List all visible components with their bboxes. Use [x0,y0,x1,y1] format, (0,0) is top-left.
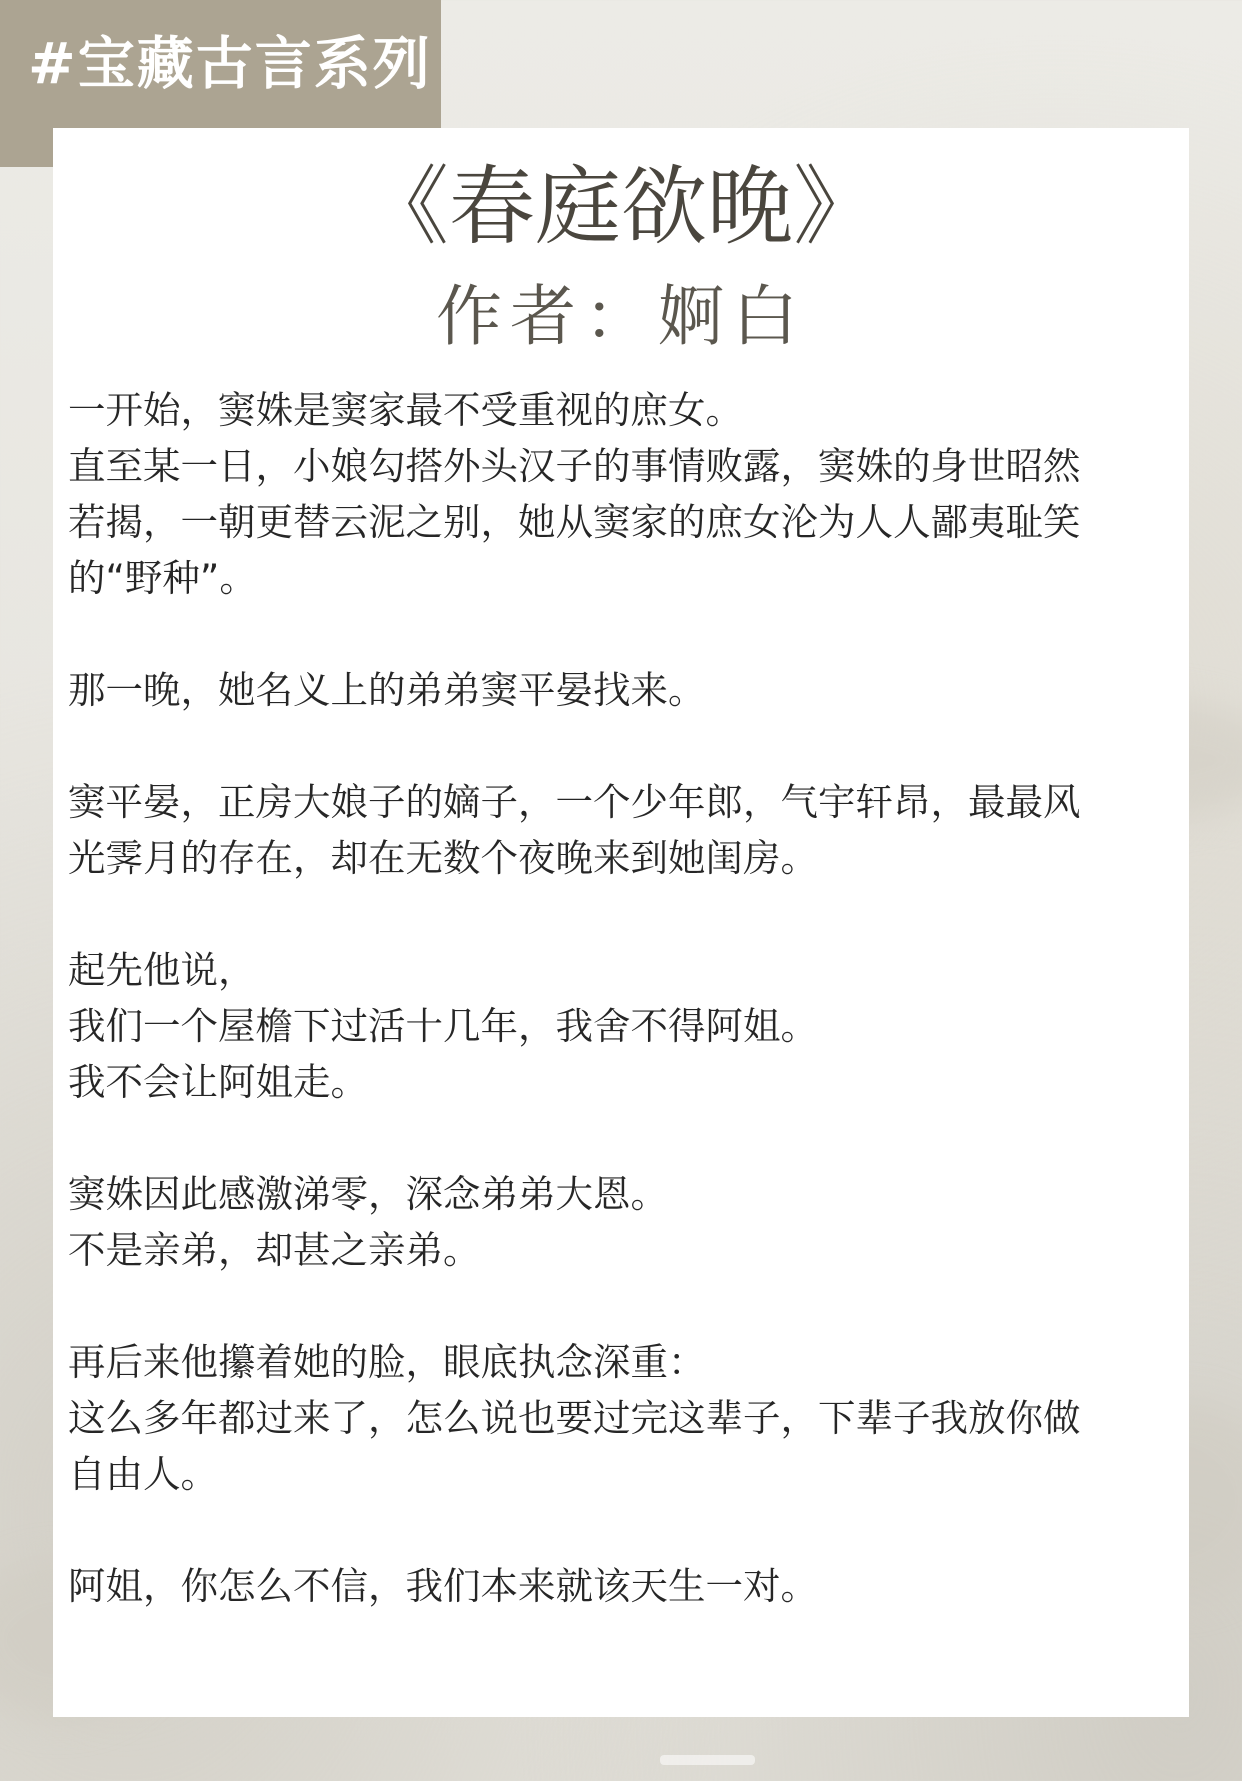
text-line: 一开始，窦姝是窦家最不受重视的庶女。 [68,388,743,432]
paragraph [68,942,1178,1110]
text-line: 再后来他攥着她的脸，眼底执念深重： [68,1340,706,1384]
text-line: 直至某一日，小娘勾搭外头汉子的事情败露，窦姝的身世昭然 [68,444,1081,488]
text-line: 的“野种”。 [68,556,257,600]
text-line: 我们一个屋檐下过活十几年，我舍不得阿姐。 [68,1004,818,1048]
content-card [53,128,1189,1717]
paragraph [68,662,1178,718]
text-line: 窦平晏，正房大娘子的嫡子，一个少年郎，气宇轩昂，最最风 [68,780,1081,824]
text-line: 阿姐，你怎么不信，我们本来就该天生一对。 [68,1564,818,1608]
text-line: 不是亲弟，却甚之亲弟。 [68,1228,481,1272]
text-line: 我不会让阿姐走。 [68,1060,368,1104]
author-line: 作者：婀白 [436,278,806,355]
paragraph [68,1334,1178,1502]
book-title: 《春庭欲晚》 [363,157,879,257]
paragraph [68,382,1178,606]
watermark-smudge [660,1755,755,1765]
text-line: 若揭，一朝更替云泥之别，她从窦家的庶女沦为人人鄙夷耻笑 [68,500,1081,544]
text-line: 自由人。 [68,1452,218,1496]
text-line: 起先他说， [68,948,256,992]
text-line: 这么多年都过来了，怎么说也要过完这辈子，下辈子我放你做 [68,1396,1081,1440]
text-line: 光霁月的存在，却在无数个夜晚来到她闺房。 [68,836,818,880]
text-line: 窦姝因此感激涕零，深念弟弟大恩。 [68,1172,668,1216]
text-line: 那一晚，她名义上的弟弟窦平晏找来。 [68,668,706,712]
series-tag-label: #宝藏古言系列 [28,31,432,97]
paragraph [68,1166,1178,1278]
paragraph [68,774,1178,886]
synopsis [68,382,1178,1670]
paragraph [68,1558,1178,1614]
